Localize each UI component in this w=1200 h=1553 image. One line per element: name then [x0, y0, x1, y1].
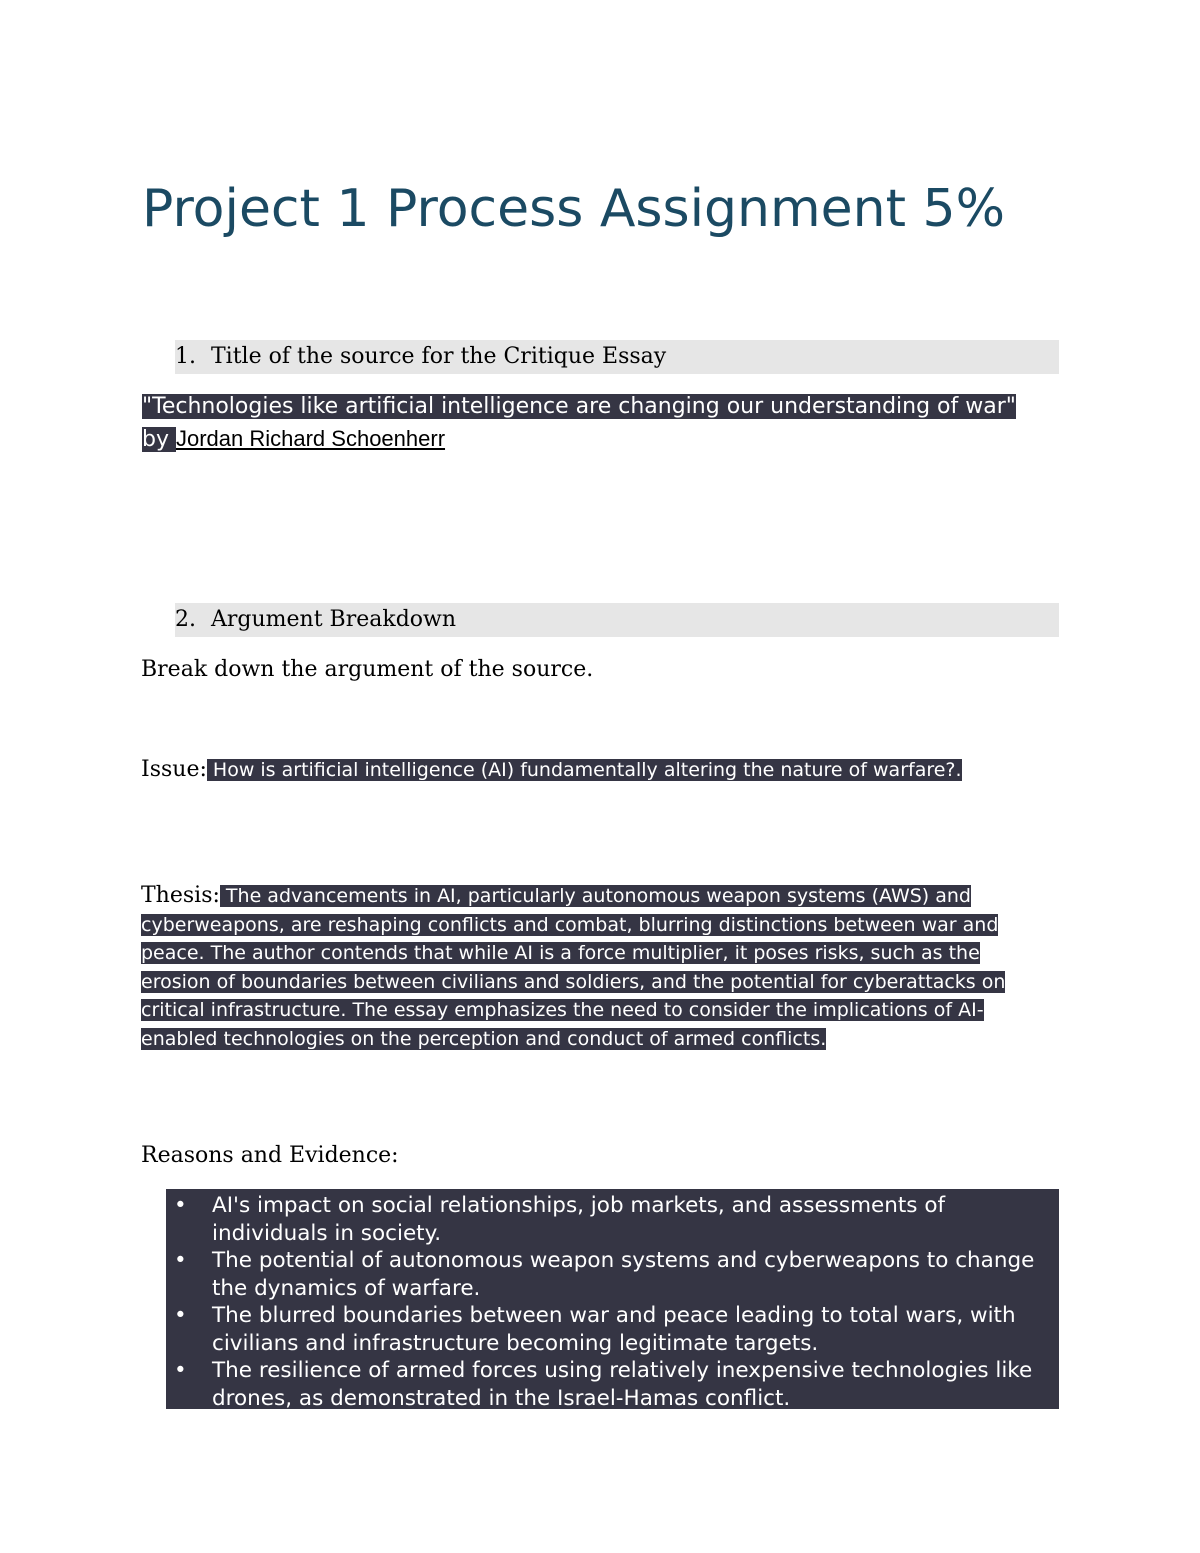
list-item [166, 1192, 1059, 1247]
source-author-link[interactable]: Jordan Richard Schoenherr [175, 426, 446, 451]
bullet-icon: • [174, 1303, 187, 1328]
section-1-number: 1. [175, 344, 196, 369]
reasons-label: Reasons and Evidence: [141, 1143, 399, 1168]
thesis-text: The advancements in AI, particularly autonomous weapon systems (AWS) and cyberweapons, are reshaping conflicts and combat, blurring distinctions between war and peace. The author contends that while AI is a force multiplier, it poses risks, such as the erosion of boundaries between civilians and soldiers, and the potential for cyberattacks on critical infrastructure. The essay emphasizes the need to consider the implications of AI-enabled technologies on the perception and conduct of armed conflicts. [141, 885, 1006, 1050]
bullet-icon: • [174, 1193, 187, 1218]
bullet-icon: • [174, 1248, 187, 1273]
document-title: Project 1 Process Assignment 5% [142, 179, 1006, 239]
reasons-list [166, 1189, 1059, 1409]
list-item [166, 1302, 1059, 1357]
section-2-number: 2. [175, 607, 196, 632]
source-title-paragraph [142, 391, 1042, 456]
instruction-text: Break down the argument of the source. [141, 657, 594, 682]
section-1-heading [175, 340, 1059, 374]
issue-paragraph [141, 756, 971, 785]
section-1-heading-text: Title of the source for the Critique Essay [211, 344, 667, 369]
reason-text: AI's impact on social relationships, job markets, and assessments of individuals in society. [212, 1193, 946, 1246]
reason-text: The resilience of armed forces using relatively inexpensive technologies like drones, as demonstrated in the Israel-Hamas conflict. [212, 1358, 1033, 1411]
reason-text: The potential of autonomous weapon systems and cyberweapons to change the dynamics of warfare. [212, 1248, 1035, 1301]
thesis-label: Thesis: [141, 883, 220, 908]
reason-text: The blurred boundaries between war and peace leading to total wars, with civilians and infrastructure becoming legitimate targets. [212, 1303, 1016, 1356]
section-2-heading-text: Argument Breakdown [211, 607, 457, 632]
source-title: "Technologies like artificial intelligence are changing our understanding of war" by [142, 394, 1016, 452]
thesis-paragraph [141, 882, 1046, 1053]
bullet-icon: • [174, 1358, 187, 1383]
list-item [166, 1247, 1059, 1302]
issue-label: Issue: [141, 757, 207, 782]
section-2-heading [175, 603, 1059, 637]
issue-text: How is artificial intelligence (AI) fundamentally altering the nature of warfare?. [206, 759, 962, 781]
list-item [166, 1357, 1059, 1412]
